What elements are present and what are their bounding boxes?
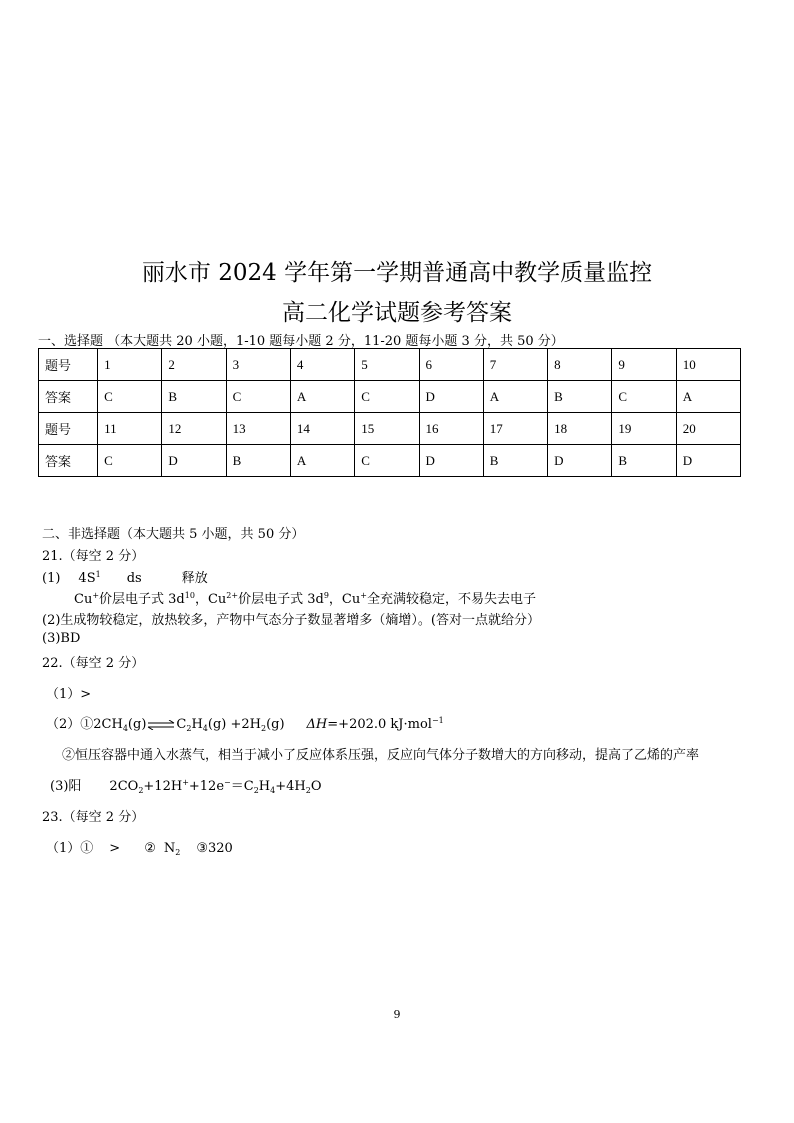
q22-p3-s2: +12H <box>143 779 183 794</box>
table-cell: 8 <box>548 349 612 381</box>
table-cell: B <box>548 381 612 413</box>
q22-p3-s4: ＝C <box>230 779 254 794</box>
q22-eq-right: C <box>176 717 187 732</box>
q21-l2-s3-sup: 2+ <box>226 591 239 600</box>
table-cell: 9 <box>612 349 676 381</box>
table-cell: 12 <box>162 413 226 445</box>
q21-l2-s2-sup: 10 <box>184 591 195 600</box>
table-cell: 20 <box>676 413 740 445</box>
q21-part2: (2)生成物较稳定，放热较多，产物中气态分子数显著增多（熵增）。(答对一点就给分） <box>42 613 540 628</box>
q23-p1-c: ② <box>144 841 156 856</box>
q23-p1-a: （1）① <box>46 841 94 856</box>
row-label: 题号 <box>39 349 98 381</box>
q22-dh-symbol: ΔH <box>306 717 328 732</box>
table-row <box>39 445 741 477</box>
table-cell: A <box>290 445 354 477</box>
q23-p1-d: N <box>163 841 176 856</box>
table-cell: D <box>548 445 612 477</box>
row-label: 答案 <box>39 445 98 477</box>
table-cell: 19 <box>612 413 676 445</box>
table-cell: C <box>98 381 162 413</box>
table-cell: D <box>676 445 740 477</box>
q22-eq-after-sub1: (g) <box>127 717 147 732</box>
table-cell: 18 <box>548 413 612 445</box>
page-title: 丽水市 2024 学年第一学期普通高中教学质量监控 <box>141 260 653 286</box>
q22-p3-s5: H <box>258 779 271 794</box>
table-cell: 13 <box>226 413 290 445</box>
q22-p3-s7: O <box>310 779 322 794</box>
q21-p1-c: 释放 <box>181 571 208 586</box>
q22-p3-sub2: 2 <box>253 786 259 795</box>
q22-eq-sub4: 2 <box>260 724 267 733</box>
q22-dh-value: =+202.0 kJ·mol <box>327 717 432 732</box>
q22-p3-s6: +4H <box>275 779 306 794</box>
page-subtitle: 高二化学试题参考答案 <box>282 300 512 326</box>
page-number: 9 <box>393 1008 401 1021</box>
q22-p3-sub1: 2 <box>138 786 144 795</box>
table-cell: 2 <box>162 349 226 381</box>
q22-head: 22.（每空 2 分） <box>42 656 145 671</box>
q21-p1-b: ds <box>126 571 142 586</box>
q22-p3-label: (3)阳 <box>50 779 82 794</box>
q23-part1 <box>46 837 233 856</box>
table-cell: 11 <box>98 413 162 445</box>
table-cell: 4 <box>290 349 354 381</box>
q21-p1-label: (1) <box>42 571 61 586</box>
table-cell: D <box>419 381 483 413</box>
table-cell: 17 <box>483 413 547 445</box>
q22-p3-sup1: + <box>182 778 189 787</box>
q23-p1-e: ③320 <box>196 841 233 856</box>
table-cell: C <box>355 445 419 477</box>
q22-eq-sub3: 4 <box>202 724 208 733</box>
table-cell: C <box>355 381 419 413</box>
section2-heading: 二、非选择题（本大题共 5 小题，共 50 分） <box>42 527 305 542</box>
table-cell: 3 <box>226 349 290 381</box>
q21-part1 <box>42 567 208 586</box>
section1-heading: 一、选择题 （本大题共 20 小题，1-10 题每小题 2 分，11-20 题每小题 3 分，共 50 分） <box>38 334 564 349</box>
equilibrium-arrow-icon <box>147 720 175 730</box>
table-cell: B <box>483 445 547 477</box>
q22-p3-s1: 2CO <box>109 779 139 794</box>
q21-l2-s2: 价层电子式 3d <box>99 592 185 607</box>
table-cell: D <box>419 445 483 477</box>
table-cell: A <box>676 381 740 413</box>
q22-eq-label: （2）①2CH <box>46 717 123 732</box>
table-cell: 10 <box>676 349 740 381</box>
table-cell: C <box>98 445 162 477</box>
q21-p1-a-sup: 1 <box>95 570 101 579</box>
table-row <box>39 413 741 445</box>
table-cell: B <box>226 445 290 477</box>
q21-l2-s3: ，Cu <box>194 592 227 607</box>
q22-eq-tail2: (g) <box>266 717 285 732</box>
q22-eq-tail: (g) +2H <box>207 717 261 732</box>
q22-dh-sup: −1 <box>431 716 444 725</box>
q21-part3: (3)BD <box>42 631 81 646</box>
q22-p3-sub4: 2 <box>305 786 311 795</box>
table-cell: 7 <box>483 349 547 381</box>
q21-head: 21.（每空 2 分） <box>42 549 145 564</box>
row-label: 答案 <box>39 381 98 413</box>
q22-part1: （1）> <box>46 687 92 702</box>
q22-eq-sub1: 4 <box>122 724 128 733</box>
table-cell: 16 <box>419 413 483 445</box>
q21-part1-line2 <box>74 588 536 607</box>
q22-p3-s3: +12e <box>188 779 225 794</box>
answer-table <box>38 348 741 477</box>
q22-eq-mid: H <box>191 717 203 732</box>
q22-p3-sub3: 4 <box>270 786 276 795</box>
table-cell: 14 <box>290 413 354 445</box>
q23-p1-d-sub: 2 <box>175 848 181 857</box>
q23-p1-b: > <box>109 841 121 856</box>
table-cell: 15 <box>355 413 419 445</box>
q21-l2-s5: ，Cu <box>328 592 361 607</box>
table-cell: B <box>162 381 226 413</box>
table-cell: A <box>290 381 354 413</box>
table-cell: B <box>612 445 676 477</box>
table-cell: C <box>226 381 290 413</box>
q22-part3 <box>50 775 322 794</box>
table-row <box>39 381 741 413</box>
q21-l2-s1-sup: + <box>92 591 100 600</box>
table-cell: A <box>483 381 547 413</box>
q22-part2b: ②恒压容器中通入水蒸气，相当于减小了反应体系压强，反应向气体分子数增大的方向移动，提高了乙烯的产率 <box>62 748 700 763</box>
q22-p3-sup2: − <box>224 778 231 787</box>
table-row <box>39 349 741 381</box>
q22-part2-equation <box>46 713 444 732</box>
q21-l2-s5-sup: + <box>360 591 367 600</box>
q21-l2-s4: 价层电子式 3d <box>238 592 324 607</box>
table-cell: 1 <box>98 349 162 381</box>
row-label: 题号 <box>39 413 98 445</box>
q21-l2-s4-sup: 9 <box>323 591 329 600</box>
table-cell: 6 <box>419 349 483 381</box>
q21-p1-a: 4S <box>78 571 96 586</box>
q23-head: 23.（每空 2 分） <box>42 810 145 825</box>
table-cell: C <box>612 381 676 413</box>
q22-eq-sub2: 2 <box>186 724 192 733</box>
q21-l2-s6: 全充满较稳定，不易失去电子 <box>366 592 536 607</box>
q21-l2-s1: Cu <box>74 592 93 607</box>
table-cell: 5 <box>355 349 419 381</box>
table-cell: D <box>162 445 226 477</box>
